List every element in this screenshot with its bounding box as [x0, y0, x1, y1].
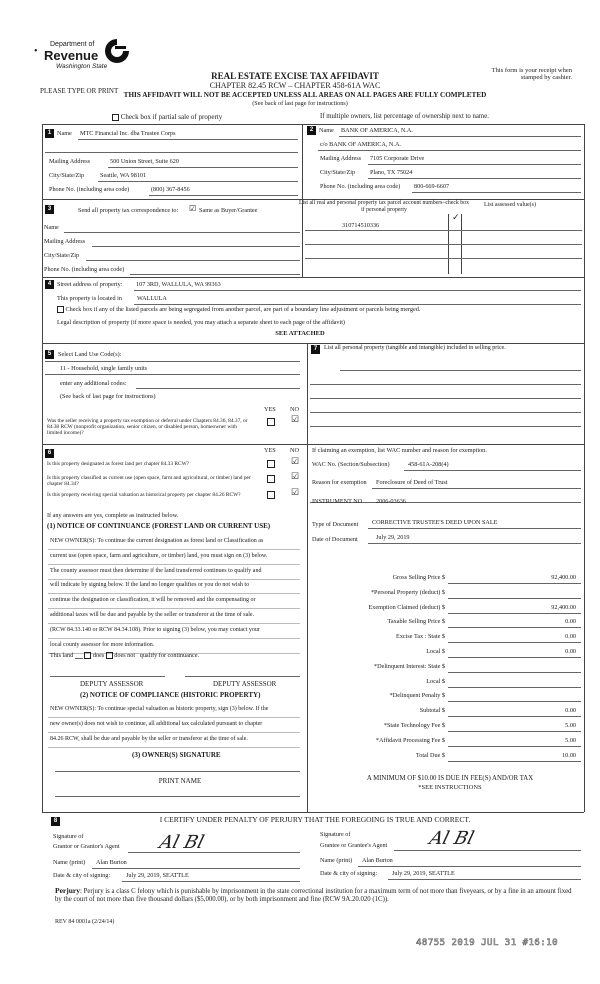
section-1-marker: 1 [45, 129, 54, 138]
seller-phone-line [149, 195, 298, 196]
section-3-divider [302, 199, 303, 277]
doc-date-label: Date of Document [312, 536, 358, 543]
land-use-see-back: (See back of last page for instructions) [60, 393, 156, 400]
forest-q3-yes[interactable] [267, 491, 275, 499]
parcel-header: List all real and personal property tax parcel account numbers–check box if personal property [299, 200, 469, 213]
grantor-date: July 29, 2019, SEATTLE [126, 872, 189, 879]
please-type-label: PLEASE TYPE OR PRINT [40, 87, 119, 95]
legal-description-label: Legal description of property (if more space is needed, you may attach a separate sheet to each page of the affidavit) [57, 319, 345, 326]
print-name-label: PRINT NAME [158, 777, 202, 785]
section-4-marker: 4 [45, 280, 54, 289]
frame-top [42, 124, 584, 125]
owner-signature-title: (3) OWNER(S) SIGNATURE [132, 751, 221, 759]
segregated-label: Check box if any of the listed parcels are being segregated from another parcel, are part of a boundary line adjustment or parcels being merged. [65, 306, 421, 313]
perjury-word: Perjury [55, 886, 80, 895]
tax-row-value: 10.00 [562, 751, 576, 759]
does-not-label: does not [114, 652, 136, 659]
doc-date-line [368, 543, 581, 544]
tax-row-line [448, 642, 581, 643]
buyer-phone-line [412, 192, 581, 193]
buyer-city-label: City/State/Zip [320, 169, 356, 176]
segregated-row[interactable] [57, 306, 420, 313]
seller-mailing-line [108, 167, 298, 168]
personal-property-line-1 [340, 370, 581, 371]
buyer-city-line [368, 178, 581, 179]
partial-sale-label: Check box if partial sale of property [120, 113, 223, 121]
deputy-line-2 [185, 676, 300, 677]
perjury-notice [55, 886, 575, 905]
doc-type-label: Type of Document [312, 521, 359, 528]
same-as-buyer-label: Same as Buyer/Grantee [199, 207, 258, 214]
buyer-name2-line [318, 150, 581, 151]
revision-code: REV 84 0001a (2/24/14) [55, 919, 115, 925]
parcel-line-3 [305, 258, 582, 259]
certify-statement: I CERTIFY UNDER PENALTY OF PERJURY THAT THE FOREGOING IS TRUE AND CORRECT. [159, 815, 471, 824]
tax-row-line [448, 598, 581, 599]
send-correspondence-label: Send all property tax correspondence to: [78, 207, 179, 214]
buyer-name-label: Name [319, 127, 334, 134]
notice-compliance-line: NEW OWNER(S): To continue special valuation as historic property, sign (3) below. If the [50, 706, 269, 712]
grantor-date-label: Date & city of signing: [53, 872, 111, 879]
perjury-text: : Perjury is a class C felony which is punishable by imprisonment in the state correctional institution for a maximum term of not more than fiveyears, or by a fine in an amount fixed by the court of not more than five thousand dollars ($5,000.00), or by both imprisonment and fine (RCW 9A.20.020 (1C)). [55, 888, 572, 904]
section-6-marker: 6 [45, 449, 54, 458]
notice-compliance-line: new owner(s) does not wish to continue, all additional tax calculated pursuant to chapter [50, 721, 263, 727]
parcel-line-2 [305, 244, 582, 245]
notice-rule [48, 593, 300, 594]
grantee-date-line [388, 879, 581, 880]
additional-codes-line [136, 388, 300, 389]
seller-city-label: City/State/Zip [49, 172, 85, 179]
notice-continuance-line: current use (open space, farm and agriculture, or timber) land, you must sign on (3) below. [50, 552, 268, 559]
grantor-sig-line [128, 852, 300, 853]
tax-row-label: Taxable Selling Price $ [387, 618, 445, 626]
see-instructions: *SEE INSTRUCTIONS [418, 784, 482, 791]
land-use-code: 11 - Household, single family units [60, 365, 148, 372]
seller-mailing-label: Mailing Address [49, 158, 91, 165]
buyer-phone: 800-669-6607 [414, 183, 450, 190]
tax-row-line [448, 701, 581, 702]
tax-row-value: 92,400.00 [551, 603, 576, 611]
parcel-personal-checkmark[interactable]: ✓ [452, 212, 460, 222]
instrument-number: 2006-03636 [376, 498, 406, 505]
notice-rule [48, 732, 300, 733]
wac-number: 458-61A-208(4) [408, 461, 449, 468]
grantee-name-label: Name (print) [320, 857, 353, 864]
seller-name: MTC Financial Inc. dba Trustee Corps [80, 130, 176, 137]
forest-q3: Is this property receiving special valuation as historical property per chapter 84.26 RCW? [47, 492, 241, 498]
personal-property-line-4 [310, 412, 581, 413]
frame-right [584, 124, 585, 812]
print-name-line [55, 796, 300, 797]
personal-property-line-2 [310, 384, 581, 385]
buyer-city: Plano, TX 75024 [370, 169, 413, 176]
corr-mailing-line [92, 246, 300, 247]
land-use-line-1 [45, 361, 300, 362]
forest-if-yes: If any answers are yes, complete as instructed below. [47, 512, 179, 519]
buyer-name-2: c/o BANK OF AMERICA, N.A. [320, 141, 401, 148]
tax-row-line [448, 657, 581, 658]
additional-codes-label: enter any additional codes: [60, 380, 127, 387]
parcel-number: 310714510336 [342, 222, 380, 229]
notice-continuance-line: NEW OWNER(S): To continue the current designation as forest land or Classification as [50, 538, 264, 544]
corr-name-label: Name [44, 224, 59, 231]
corr-phone-line [130, 274, 300, 275]
corr-city-label: City/State/Zip [44, 252, 80, 259]
tax-row-value: 5.00 [565, 736, 576, 744]
multiple-owners-note: If multiple owners, list percentage of ownership next to name. [320, 113, 489, 120]
form-chapter: CHAPTER 82.45 RCW – CHAPTER 458-61A WAC [209, 81, 381, 90]
partial-sale-checkbox[interactable] [112, 114, 119, 121]
tax-row-label: Exemption Claimed (deduct) $ [368, 603, 445, 611]
dor-logo-revenue: Revenue [44, 48, 99, 63]
grantee-name-line [358, 866, 581, 867]
this-land-label: This land [50, 652, 74, 659]
notice-continuance-line: (RCW 84.33.140 or RCW 84.34.108). Prior to signing (3) below, you may contact your [50, 626, 260, 633]
grantor-sig-label-a: Signature of [53, 833, 84, 840]
grantor-name: Alan Burton [96, 859, 127, 866]
reason-line [372, 488, 581, 489]
notice-rule [48, 638, 300, 639]
grantor-sig-label-b: Grantor or Grantor's Agent [53, 843, 120, 850]
forest-q1-no[interactable]: ☑ [291, 456, 300, 466]
corr-phone-label: Phone No. (including area code) [44, 266, 125, 273]
segregated-checkbox[interactable] [57, 306, 64, 313]
section-2-marker: 2 [307, 126, 316, 135]
notice-continuance-line: continue the designation or classification, it will be removed and the compensating or [50, 597, 256, 604]
deputy-assessor-2: DEPUTY ASSESSOR [213, 680, 277, 688]
tax-row-line [448, 716, 581, 717]
tax-row-value: 0.00 [565, 707, 576, 715]
section-5-marker: 5 [45, 350, 54, 359]
reason-label: Reason for exemption [312, 479, 367, 486]
tax-row-line [448, 731, 581, 732]
land-use-label: Select Land Use Code(s): [58, 351, 122, 358]
seller-name-label: Name [57, 130, 72, 137]
tax-row-label: *Affidavit Processing Fee $ [375, 736, 445, 744]
tax-row-label: Gross Selling Price $ [392, 574, 445, 581]
grantor-date-line [122, 881, 300, 882]
located-label: This property is located in [57, 295, 122, 302]
forest-q3-no[interactable]: ☑ [291, 487, 300, 497]
grantee-sig-line [394, 850, 581, 851]
tax-row-value: 5.00 [565, 722, 576, 729]
tax-row-line [448, 583, 581, 584]
street-line [134, 290, 581, 291]
row-divider-2 [42, 277, 584, 278]
does-checkbox[interactable] [84, 652, 91, 659]
notice-rule [48, 623, 300, 624]
tax-row-label: *Personal Property (deduct) $ [370, 588, 445, 596]
grantor-name-line [92, 868, 300, 869]
bullet-mark: • [34, 46, 38, 57]
forest-no-header: NO [290, 447, 299, 454]
exempt-question: Was the seller receiving a property tax exemption or deferral under Chapters 84.36, 84.37, or 84.38 RCW (nonprofit organization, senior citizen, or disabled person, homeowner with limited income)? [47, 418, 248, 437]
section-8-marker: 8 [51, 817, 60, 826]
section-3-marker: 3 [45, 205, 54, 214]
buyer-mailing-line [368, 164, 581, 165]
forest-q2: Is this property classified as current use (open space, farm and agricultural, or timber) land per chapter 84.34? [47, 475, 251, 488]
grantee-date-label: Date & city of signing: [320, 870, 378, 877]
notice-rule [48, 564, 300, 565]
buyer-mailing-label: Mailing Address [320, 155, 362, 162]
forest-q1: Is this property designated as forest land per chapter 84.33 RCW? [47, 461, 190, 467]
parcel-line-1 [305, 230, 582, 231]
seller-phone-label: Phone No. (including area code) [49, 186, 130, 193]
grantee-sig-label-a: Signature of [320, 831, 351, 838]
row-divider-3 [42, 343, 584, 344]
tax-row-line [448, 687, 581, 688]
notice-rule [48, 549, 300, 550]
tax-row-line [448, 627, 581, 628]
tax-row-label: Excise Tax : State $ [396, 633, 445, 641]
grantee-signature: Al Bl [427, 828, 477, 849]
exemption-claim-label: If claiming an exemption, list WAC number and reason for exemption. [312, 447, 487, 454]
forest-q2-no[interactable]: ☑ [291, 471, 300, 481]
section-7-marker: 7 [311, 345, 320, 354]
corr-mailing-label: Mailing Address [44, 238, 86, 245]
section-1-2-divider [302, 124, 303, 199]
dor-logo-icon [102, 36, 132, 66]
receipt-note: This form is your receipt when stamped by cashier. [491, 67, 572, 82]
grantee-name: Alan Burton [362, 857, 393, 864]
seller-blank-line [45, 152, 298, 153]
notice-compliance-title: (2) NOTICE OF COMPLIANCE (HISTORIC PROPERTY) [80, 691, 261, 699]
tax-row-value: 0.00 [565, 633, 576, 641]
land-use-line-2 [45, 374, 300, 375]
instrument-label: INSTRUMENT NO [312, 498, 363, 505]
tax-row-line [448, 672, 581, 673]
exempt-yes-checkbox[interactable] [267, 418, 275, 426]
exempt-no-checkbox[interactable]: ☑ [291, 414, 300, 424]
notice-continuance-line: will indicate by signing below. If the land no longer qualifies or you do not wish to [50, 582, 250, 589]
doc-type-value: CORRECTIVE TRUSTEE'S DEED UPON SALE [372, 519, 498, 526]
grantor-signature: Al Bl [157, 832, 207, 853]
row-divider-5 [42, 812, 584, 813]
tax-row-label: *State Technology Fee $ [383, 722, 445, 729]
see-attached: SEE ATTACHED [275, 330, 325, 337]
form-see-back: (See back of last page for instructions) [252, 100, 348, 107]
corr-city-line [86, 260, 300, 261]
property-street: 107 3RD, WALLULA, WA 99363 [136, 281, 221, 288]
buyer-name-line [339, 136, 581, 137]
seller-city-line [98, 181, 298, 182]
personal-property-line-3 [310, 398, 581, 399]
seller-name-line [78, 139, 298, 140]
personal-property-line-5 [310, 426, 581, 427]
street-label: Street address of property: [57, 281, 123, 288]
notice-rule [48, 747, 300, 748]
tax-row-value: 0.00 [565, 648, 576, 655]
doc-date-value: July 29, 2019 [376, 534, 410, 541]
same-as-buyer-checkbox[interactable]: ☑ [189, 204, 197, 213]
form-title: REAL ESTATE EXCISE TAX AFFIDAVIT [211, 71, 379, 81]
tax-row-label: *Delinquent Penalty $ [389, 692, 445, 700]
tax-row-label: Local $ [426, 677, 445, 685]
tax-row-label: *Delinquent Interest: State $ [374, 662, 445, 670]
notice-rule [48, 608, 300, 609]
exempt-no-header: NO [290, 406, 299, 413]
corr-name-line [64, 232, 300, 233]
seller-city: Seattle, WA 98101 [100, 172, 147, 179]
owner-sig-line [55, 771, 300, 772]
dor-logo-dept: Department of [50, 41, 95, 48]
section-6-divider [307, 444, 308, 812]
tax-row-line [448, 613, 581, 614]
forest-q1-yes[interactable] [267, 460, 275, 468]
dor-logo-state: Washington State [56, 63, 108, 70]
seller-mailing: 500 Union Street, Suite 620 [110, 158, 179, 165]
doc-type-line [368, 528, 581, 529]
grantee-sig-label-b: Grantee or Grantee's Agent [320, 842, 388, 849]
deputy-line-1 [50, 676, 165, 677]
forest-yes-header: YES [264, 447, 276, 454]
wac-label: WAC No. (Section/Subsection) [312, 461, 390, 468]
cashier-stamp: 48755 2019 JUL 31 #16:10 [416, 938, 559, 948]
dor-logo [40, 38, 135, 74]
notice-continuance-line: local county assessor for more information. [50, 641, 155, 648]
tax-row-label: Local $ [426, 648, 445, 655]
tax-row-line [448, 761, 581, 762]
buyer-phone-label: Phone No. (including area code) [320, 183, 401, 190]
buyer-mailing: 7105 Corporate Drive [370, 155, 425, 162]
partial-sale-row[interactable] [112, 113, 222, 121]
row-divider-4 [42, 444, 584, 445]
wac-line [404, 470, 581, 471]
personal-property-label: List all personal property (tangible and intangible) included in selling price. [324, 345, 506, 351]
notice-continuance-title: (1) NOTICE OF CONTINUANCE (FOREST LAND OR CURRENT USE) [47, 522, 271, 530]
notice-continuance-line: The county assessor must then determine if the land transferred continues to qualify and [50, 567, 262, 574]
form-warning: THIS AFFIDAVIT WILL NOT BE ACCEPTED UNLESS ALL AREAS ON ALL PAGES ARE FULLY COMPLETED [123, 91, 487, 99]
assessed-header: List assessed value(s) [484, 202, 536, 208]
deputy-assessor-1: DEPUTY ASSESSOR [80, 680, 144, 688]
notice-rule [48, 717, 300, 718]
this-land-row [50, 652, 199, 659]
qualify-label: qualify for continuance. [139, 652, 199, 659]
forest-q2-yes[interactable] [267, 475, 275, 483]
exempt-yes-header: YES [264, 406, 276, 413]
grantor-name-label: Name (print) [53, 859, 86, 866]
notice-continuance-line: additional taxes will be due and payable by the seller or transferor at the time of sale. [50, 612, 255, 618]
buyer-name: BANK OF AMERICA, N.A. [341, 127, 413, 134]
notice-rule [48, 579, 300, 580]
tax-row-label: Total Due $ [415, 751, 445, 759]
reason-value: Foreclosure of Deed of Trust [376, 479, 448, 486]
tax-row-label: Subtotal $ [419, 707, 445, 715]
does-label: does [92, 652, 105, 659]
located-line [134, 304, 581, 305]
minimum-fee-note: A MINIMUM OF $10.00 IS DUE IN FEE(S) AND/OR TAX [366, 775, 534, 782]
tax-row-line [448, 746, 581, 747]
tax-row-value: 92,400.00 [551, 574, 576, 581]
property-located: WALLULA [137, 295, 167, 302]
tax-row-value: 0.00 [565, 618, 576, 626]
does-not-checkbox[interactable] [106, 652, 113, 659]
grantee-date: July 29, 2019, SEATTLE [392, 870, 455, 877]
frame-left [42, 124, 43, 812]
notice-compliance-line: 84.26 RCW, shall be due and payable by the seller or transferor at the time of sale. [50, 736, 248, 742]
seller-phone: (800) 367-8456 [151, 186, 190, 193]
